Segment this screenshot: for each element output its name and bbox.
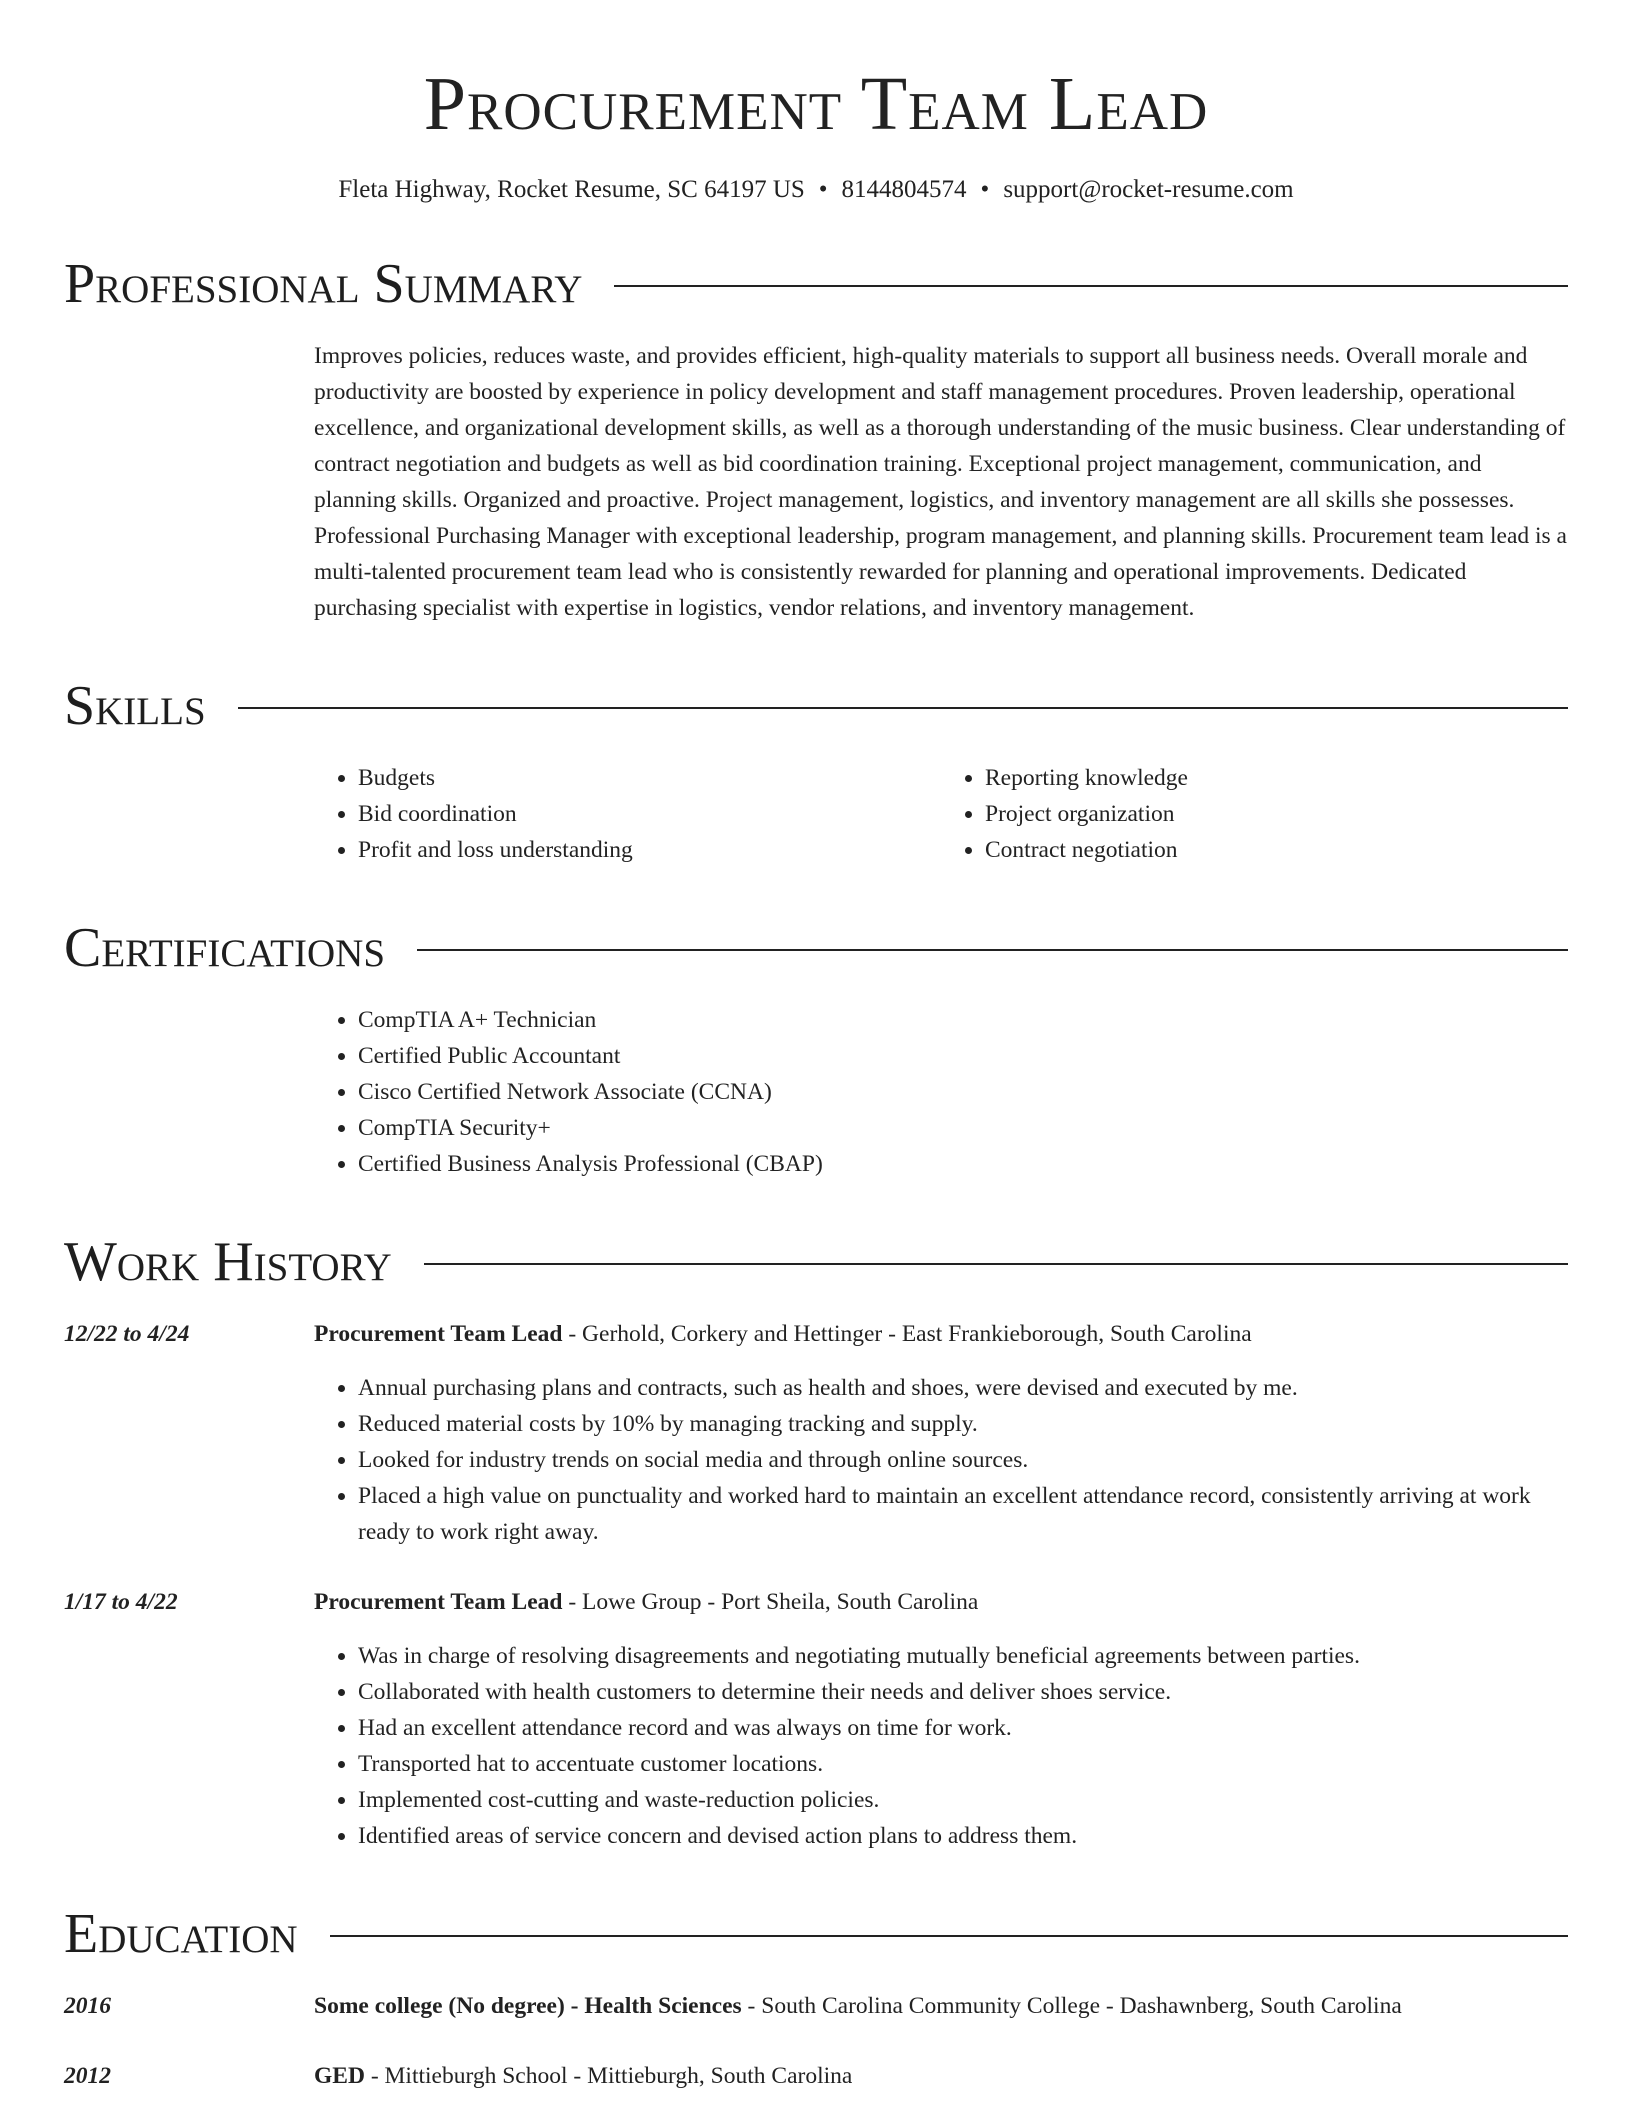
job-dates: 1/17 to 4/22 [64,1589,178,1615]
skills-list [314,760,1568,868]
job-duty: • Had an excellent attendance record and was always on time for work. [358,1710,1568,1746]
job-employer: - Lowe Group - Port Sheila, South Carolina [562,1589,979,1615]
job-headline [314,1316,1568,1352]
job-dates: 12/22 to 4/24 [64,1321,190,1347]
job-duty: • Annual purchasing plans and contracts, such as health and shoes, were devised and executed by me. [358,1370,1568,1406]
job-employer: - Gerhold, Corkery and Hettinger - East Frankieborough, South Carolina [562,1321,1252,1347]
summary-title: Professional Summary [64,253,583,315]
education-title: Education [64,1903,298,1965]
work-history-title: Work History [64,1231,392,1293]
skill-item: • Project organization [985,796,1568,832]
contact-address: Fleta Highway, Rocket Resume, SC 64197 US [338,176,805,203]
education-entry [64,1988,1568,2024]
certification-item: • CompTIA A+ Technician [358,1002,1568,1038]
contact-separator: • [980,176,990,203]
contact-separator: • [818,176,828,203]
education-body [314,1988,1568,2024]
certification-item: • Certified Public Accountant [358,1038,1568,1074]
section-divider [238,707,1568,709]
skill-item: • Reporting knowledge [985,760,1568,796]
job-duty: • Placed a high value on punctuality and worked hard to maintain an excellent attendance record, consistently arriving at work ready to work right away. [358,1478,1568,1550]
job-duty: • Collaborated with health customers to determine their needs and deliver shoes service. [358,1674,1568,1710]
job-duty: • Reduced material costs by 10% by managing tracking and supply. [358,1406,1568,1442]
education-heading [64,1903,1568,1965]
summary-text: Improves policies, reduces waste, and provides efficient, high-quality materials to support all business needs. Overall morale and productivity are boosted by experience in policy development and staff management procedures. Proven leadership, operational excellence, and organizational development skills, as well as a thorough understanding of the music business. Clear understanding of contract negotiation and budgets as well as bid coordination training. Exceptional project management, communication, and planning skills. Organized and proactive. Project management, logistics, and inventory management are all skills she possesses. Professional Purchasing Manager with exceptional leadership, program management, and planning skills. Procurement team lead is a multi-talented procurement team lead who is consistently rewarded for planning and operational improvements. Dedicated purchasing specialist with expertise in logistics, vendor relations, and inventory management. [314,343,1567,621]
job-duty: • Implemented cost-cutting and waste-reduction policies. [358,1782,1568,1818]
education-list [64,1988,1568,2094]
job-headline [314,1584,1568,1620]
candidate-name: Procurement Team Lead [423,62,1209,146]
job-body [314,1584,1568,1854]
skill-item: • Profit and loss understanding [358,832,941,868]
education-degree: GED [314,2063,365,2089]
certifications-list [314,1002,1568,1182]
summary-heading [64,253,1568,315]
certification-item: • CompTIA Security+ [358,1110,1568,1146]
section-divider [417,949,1568,951]
section-divider [614,285,1568,287]
contact-line [64,176,1568,204]
education-year: 2016 [64,1993,111,2019]
skill-item: • Contract negotiation [985,832,1568,868]
skills-column-right [941,760,1568,868]
education-year: 2012 [64,2063,111,2089]
skills-title: Skills [64,675,206,737]
skills-column-left [314,760,941,868]
job-duty: • Looked for industry trends on social media and through online sources. [358,1442,1568,1478]
job-duty: • Identified areas of service concern and devised action plans to address them. [358,1818,1568,1854]
work-history-heading [64,1231,1568,1293]
job-duties [314,1638,1568,1854]
education-body [314,2058,1568,2094]
job-duty: • Transported hat to accentuate customer locations. [358,1746,1568,1782]
job-entry [64,1316,1568,1550]
certifications-heading [64,917,1568,979]
job-role: Procurement Team Lead [314,1589,563,1615]
certifications-title: Certifications [64,917,386,979]
certification-item: • Certified Business Analysis Professional (CBAP) [358,1146,1568,1182]
skill-item: • Bid coordination [358,796,941,832]
education-entry [64,2058,1568,2094]
job-duties [314,1370,1568,1550]
section-divider [424,1263,1568,1265]
contact-email: support@rocket-resume.com [1003,176,1294,203]
education-school: - Mittieburgh School - Mittieburgh, South Carolina [364,2063,853,2089]
contact-phone: 8144804574 [841,176,967,203]
section-divider [330,1935,1568,1937]
job-entry [64,1584,1568,1854]
job-duty: • Was in charge of resolving disagreements and negotiating mutually beneficial agreements between parties. [358,1638,1568,1674]
skill-item: • Budgets [358,760,941,796]
job-role: Procurement Team Lead [314,1321,563,1347]
skills-heading [64,675,1568,737]
education-school: - South Carolina Community College - Dashawnberg, South Carolina [741,1993,1402,2019]
job-body [314,1316,1568,1550]
certification-item: • Cisco Certified Network Associate (CCNA) [358,1074,1568,1110]
education-degree: Some college (No degree) - Health Sciences [314,1993,742,2019]
